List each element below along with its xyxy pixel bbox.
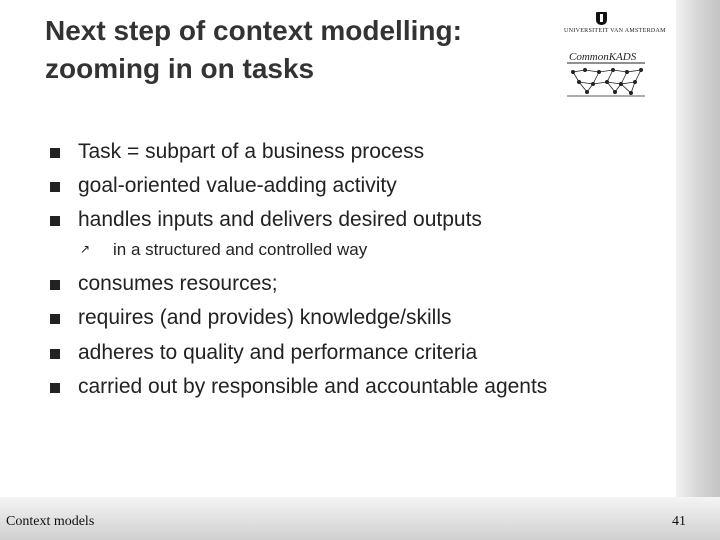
footer-label: Context models bbox=[6, 514, 95, 529]
commonkads-logo bbox=[565, 48, 649, 98]
bullet-text: goal-oriented value-adding activity bbox=[78, 174, 397, 197]
bullet-text: handles inputs and delivers desired outputs bbox=[78, 208, 482, 231]
bullet-square-icon bbox=[50, 383, 60, 393]
bullet-square-icon bbox=[50, 314, 60, 324]
bullet-text: carried out by responsible and accountable agents bbox=[78, 375, 548, 398]
footer-bar bbox=[0, 497, 720, 540]
slide-title bbox=[45, 12, 555, 88]
page-number: 41 bbox=[672, 514, 686, 529]
bullet-text: adheres to quality and performance criteria bbox=[78, 341, 478, 364]
slide-title-line-2: zooming in on tasks bbox=[45, 53, 315, 84]
bullet-square-icon bbox=[50, 280, 60, 290]
bullet-text: consumes resources; bbox=[78, 272, 278, 295]
sub-bullet-text: in a structured and controlled way bbox=[113, 240, 368, 259]
slide-title-line-1: Next step of context modelling: bbox=[45, 15, 462, 46]
bullet-text: Task = subpart of a business process bbox=[78, 140, 425, 163]
commonkads-logo-text: CommonKADS bbox=[569, 51, 637, 63]
bullet-text: requires (and provides) knowledge/skills bbox=[78, 306, 452, 329]
bullet-square-icon bbox=[50, 182, 60, 192]
bullet-square-icon bbox=[50, 216, 60, 226]
arrow-up-right-icon: ↗ bbox=[80, 242, 91, 256]
bullet-square-icon bbox=[50, 349, 60, 359]
right-decorative-bar bbox=[676, 0, 720, 540]
university-logo-text: UNIVERSITEIT VAN AMSTERDAM bbox=[564, 28, 666, 34]
university-logo bbox=[560, 12, 666, 38]
bullet-square-icon bbox=[50, 148, 60, 158]
university-shield-icon bbox=[596, 12, 607, 25]
commonkads-network-icon bbox=[571, 68, 642, 94]
